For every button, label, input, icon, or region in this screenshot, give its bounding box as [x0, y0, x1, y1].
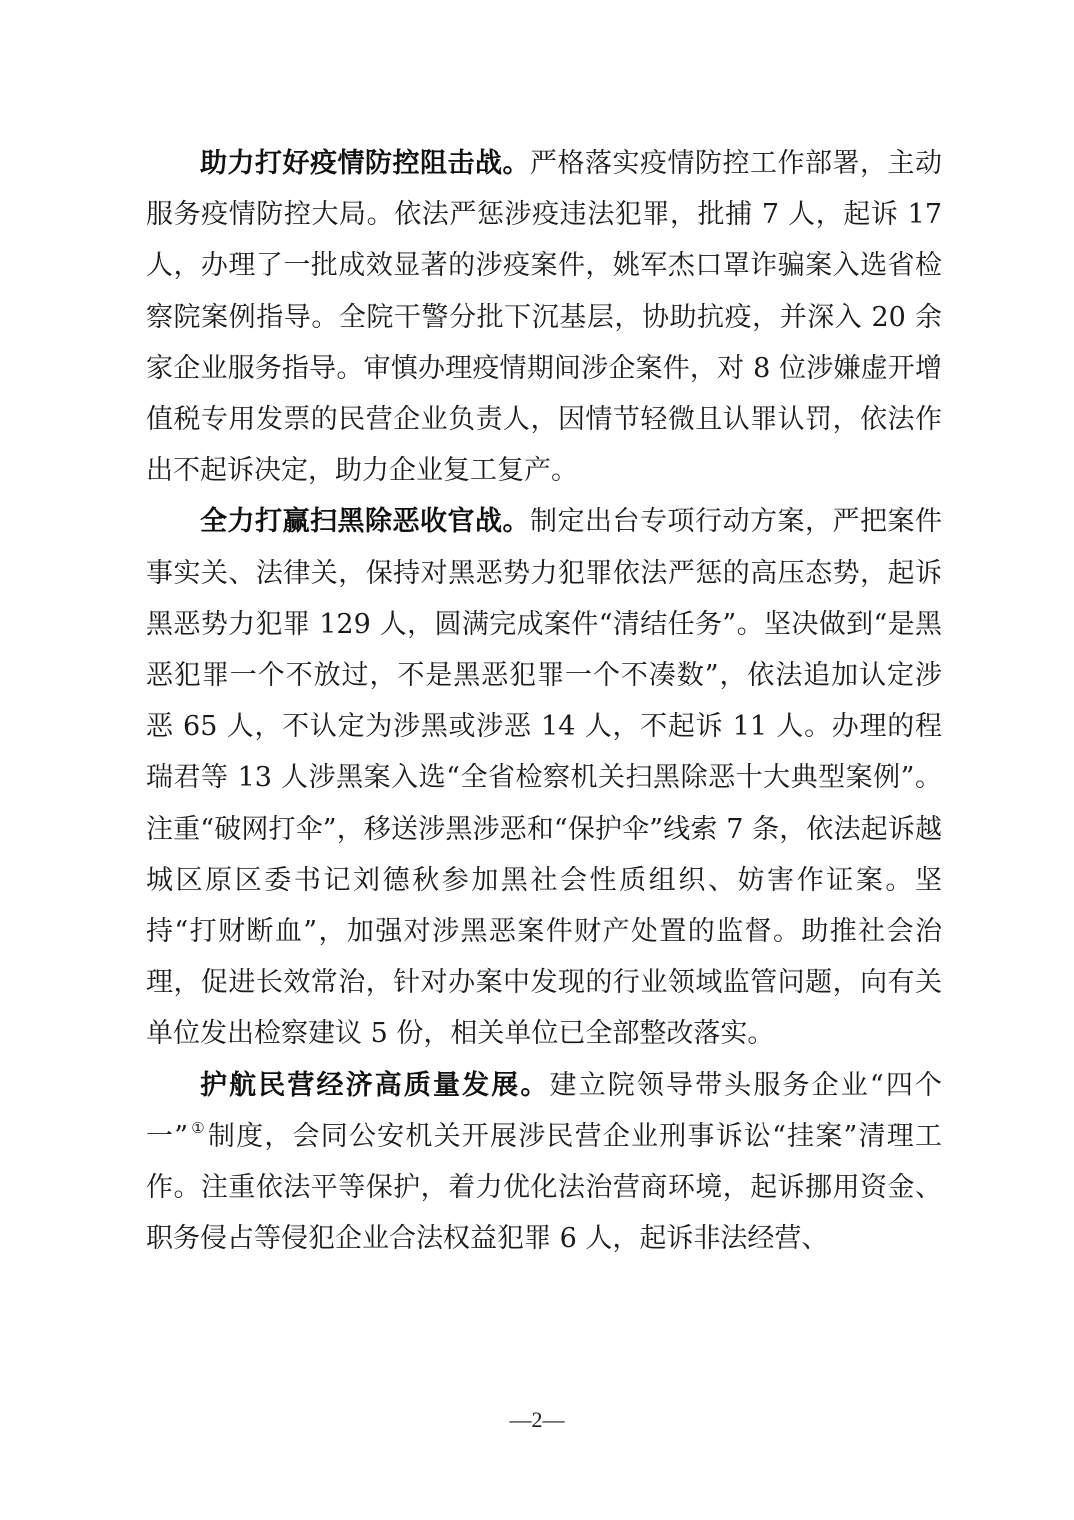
paragraph-epidemic-prevention	[146, 138, 942, 496]
paragraph-private-economy	[146, 1060, 942, 1265]
document-body	[146, 138, 942, 1264]
paragraph-anti-crime-campaign	[146, 496, 942, 1059]
paragraph-text: 严格落实疫情防控工作部署，主动服务疫情防控大局。依法严惩涉疫违法犯罪，批捕 7 人，起诉 17 人，办理了一批成效显著的涉疫案件，姚军杰口罩诈骗案入选省检察院案例指导。全院干警分批下沉基层，协助抗疫，并深入 20 余家企业服务指导。审慎办理疫情期间涉企案件，对 8 位涉嫌虚开增值税专用发票的民营企业负责人，因情节轻微且认罪认罚，依法作出不起诉决定，助力企业复工复产。	[146, 148, 942, 487]
paragraph-text-continued: 制度，会同公安机关开展涉民营企业刑事诉讼“挂案”清理工作。注重依法平等保护，着力优化法治营商环境，起诉挪用资金、职务侵占等侵犯企业合法权益犯罪 6 人，起诉非法经营、	[146, 1120, 942, 1255]
paragraph-text: 建立院领导带头服务企业“四个一”	[146, 1069, 942, 1152]
paragraph-text: 制定出台专项行动方案，严把案件事实关、法律关，保持对黑恶势力犯罪依法严惩的高压态势，起诉黑恶势力犯罪 129 人，圆满完成案件“清结任务”。坚决做到“是黑恶犯罪一个不放过，不是黑恶犯罪一个不凑数”，依法追加认定涉恶 65 人，不认定为涉黑或涉恶 14 人，不起诉 11 人。办理的程瑞君等 13 人涉黑案入选“全省检察机关扫黑除恶十大典型案例”。注重“破网打伞”，移送涉黑涉恶和“保护伞”线索 7 条，依法起诉越城区原区委书记刘德秋参加黑社会性质组织、妨害作证案。坚持“打财断血”，加强对涉黑恶案件财产处置的监督。助推社会治理，促进长效常治，针对办案中发现的行业领域监管问题，向有关单位发出检察建议 5 份，相关单位已全部整改落实。	[146, 506, 942, 1050]
page-number: —2—	[509, 1407, 565, 1432]
paragraph-heading: 全力打赢扫黑除恶收官战。	[200, 506, 530, 538]
footnote-marker: ①	[190, 1118, 206, 1137]
paragraph-heading: 助力打好疫情防控阻击战。	[200, 148, 530, 179]
paragraph-heading: 护航民营经济高质量发展。	[200, 1069, 550, 1101]
